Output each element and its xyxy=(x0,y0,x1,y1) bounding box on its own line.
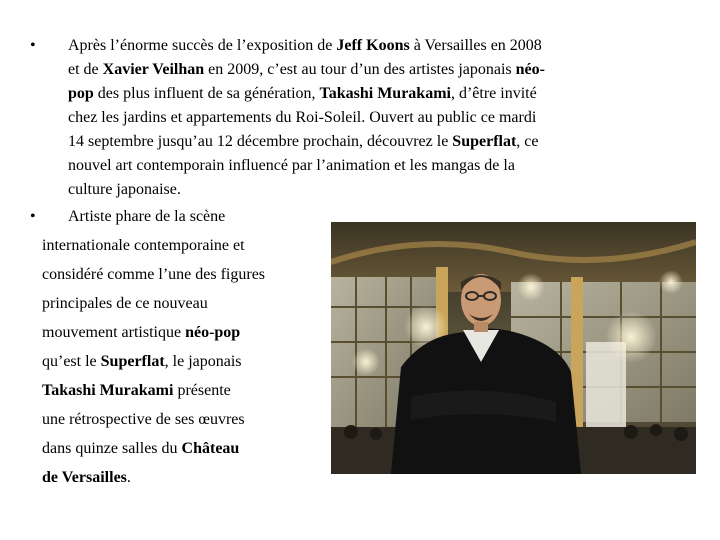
text-line xyxy=(68,34,698,58)
text-segment: nouvel art contemporain influencé par l’animation et les mangas de la xyxy=(68,157,515,174)
text-segment: dans quinze salles du xyxy=(42,440,182,457)
bullet-paragraph-1 xyxy=(68,34,698,202)
text-segment: , d’être invité xyxy=(450,85,537,102)
bullet-marker: • xyxy=(30,208,36,225)
text-segment: considéré comme l’une des figures xyxy=(42,266,266,283)
emphasis-text: pop xyxy=(68,85,94,102)
text-segment: chez les jardins et appartements du Roi-Soleil. Ouvert au public ce mardi xyxy=(68,109,537,126)
text-segment: présente xyxy=(173,382,231,399)
murakami-photo xyxy=(331,222,696,474)
text-segment: Après l’énorme succès de l’exposition de xyxy=(68,37,337,54)
text-line xyxy=(42,292,208,316)
bullet-marker: • xyxy=(30,37,36,54)
text-line xyxy=(42,437,239,461)
emphasis-text: Château xyxy=(181,440,240,457)
emphasis-text: néo-pop xyxy=(185,324,241,341)
text-segment: à Versailles en 2008 xyxy=(409,37,542,54)
text-line xyxy=(42,234,245,258)
text-line xyxy=(68,154,698,178)
text-segment: une rétrospective de ses œuvres xyxy=(42,411,245,428)
text-line xyxy=(68,130,698,154)
emphasis-text: de Versailles xyxy=(42,469,127,486)
emphasis-text: Jeff Koons xyxy=(336,37,410,54)
emphasis-text: néo- xyxy=(515,61,545,78)
emphasis-text: Takashi Murakami xyxy=(319,85,451,102)
text-line xyxy=(42,466,131,490)
text-line xyxy=(68,205,225,229)
text-line xyxy=(68,178,698,202)
emphasis-text: Superflat xyxy=(100,353,165,370)
text-segment: des plus influent de sa génération, xyxy=(93,85,320,102)
text-line xyxy=(42,408,245,432)
text-segment: . xyxy=(126,469,131,486)
emphasis-text: Takashi Murakami xyxy=(42,382,174,399)
text-segment: internationale contemporaine et xyxy=(42,237,245,254)
text-line xyxy=(68,82,698,106)
text-segment: 14 septembre jusqu’au 12 décembre prochain, découvrez le xyxy=(68,133,453,150)
text-segment: et de xyxy=(68,61,103,78)
text-segment: mouvement artistique xyxy=(42,324,186,341)
text-line xyxy=(42,350,242,374)
text-line xyxy=(68,58,698,82)
text-segment: , le japonais xyxy=(164,353,242,370)
emphasis-text: Superflat xyxy=(452,133,517,150)
text-segment: en 2009, c’est au tour d’un des artistes japonais xyxy=(204,61,516,78)
text-segment: , ce xyxy=(516,133,539,150)
text-line xyxy=(68,106,698,130)
text-line xyxy=(42,321,240,345)
text-line xyxy=(42,379,231,403)
photo-illustration xyxy=(331,222,696,474)
text-segment: qu’est le xyxy=(42,353,101,370)
text-line xyxy=(42,263,265,287)
text-segment: Artiste phare de la scène xyxy=(68,208,226,225)
text-segment: culture japonaise. xyxy=(68,181,181,198)
text-segment: principales de ce nouveau xyxy=(42,295,208,312)
emphasis-text: Xavier Veilhan xyxy=(102,61,205,78)
